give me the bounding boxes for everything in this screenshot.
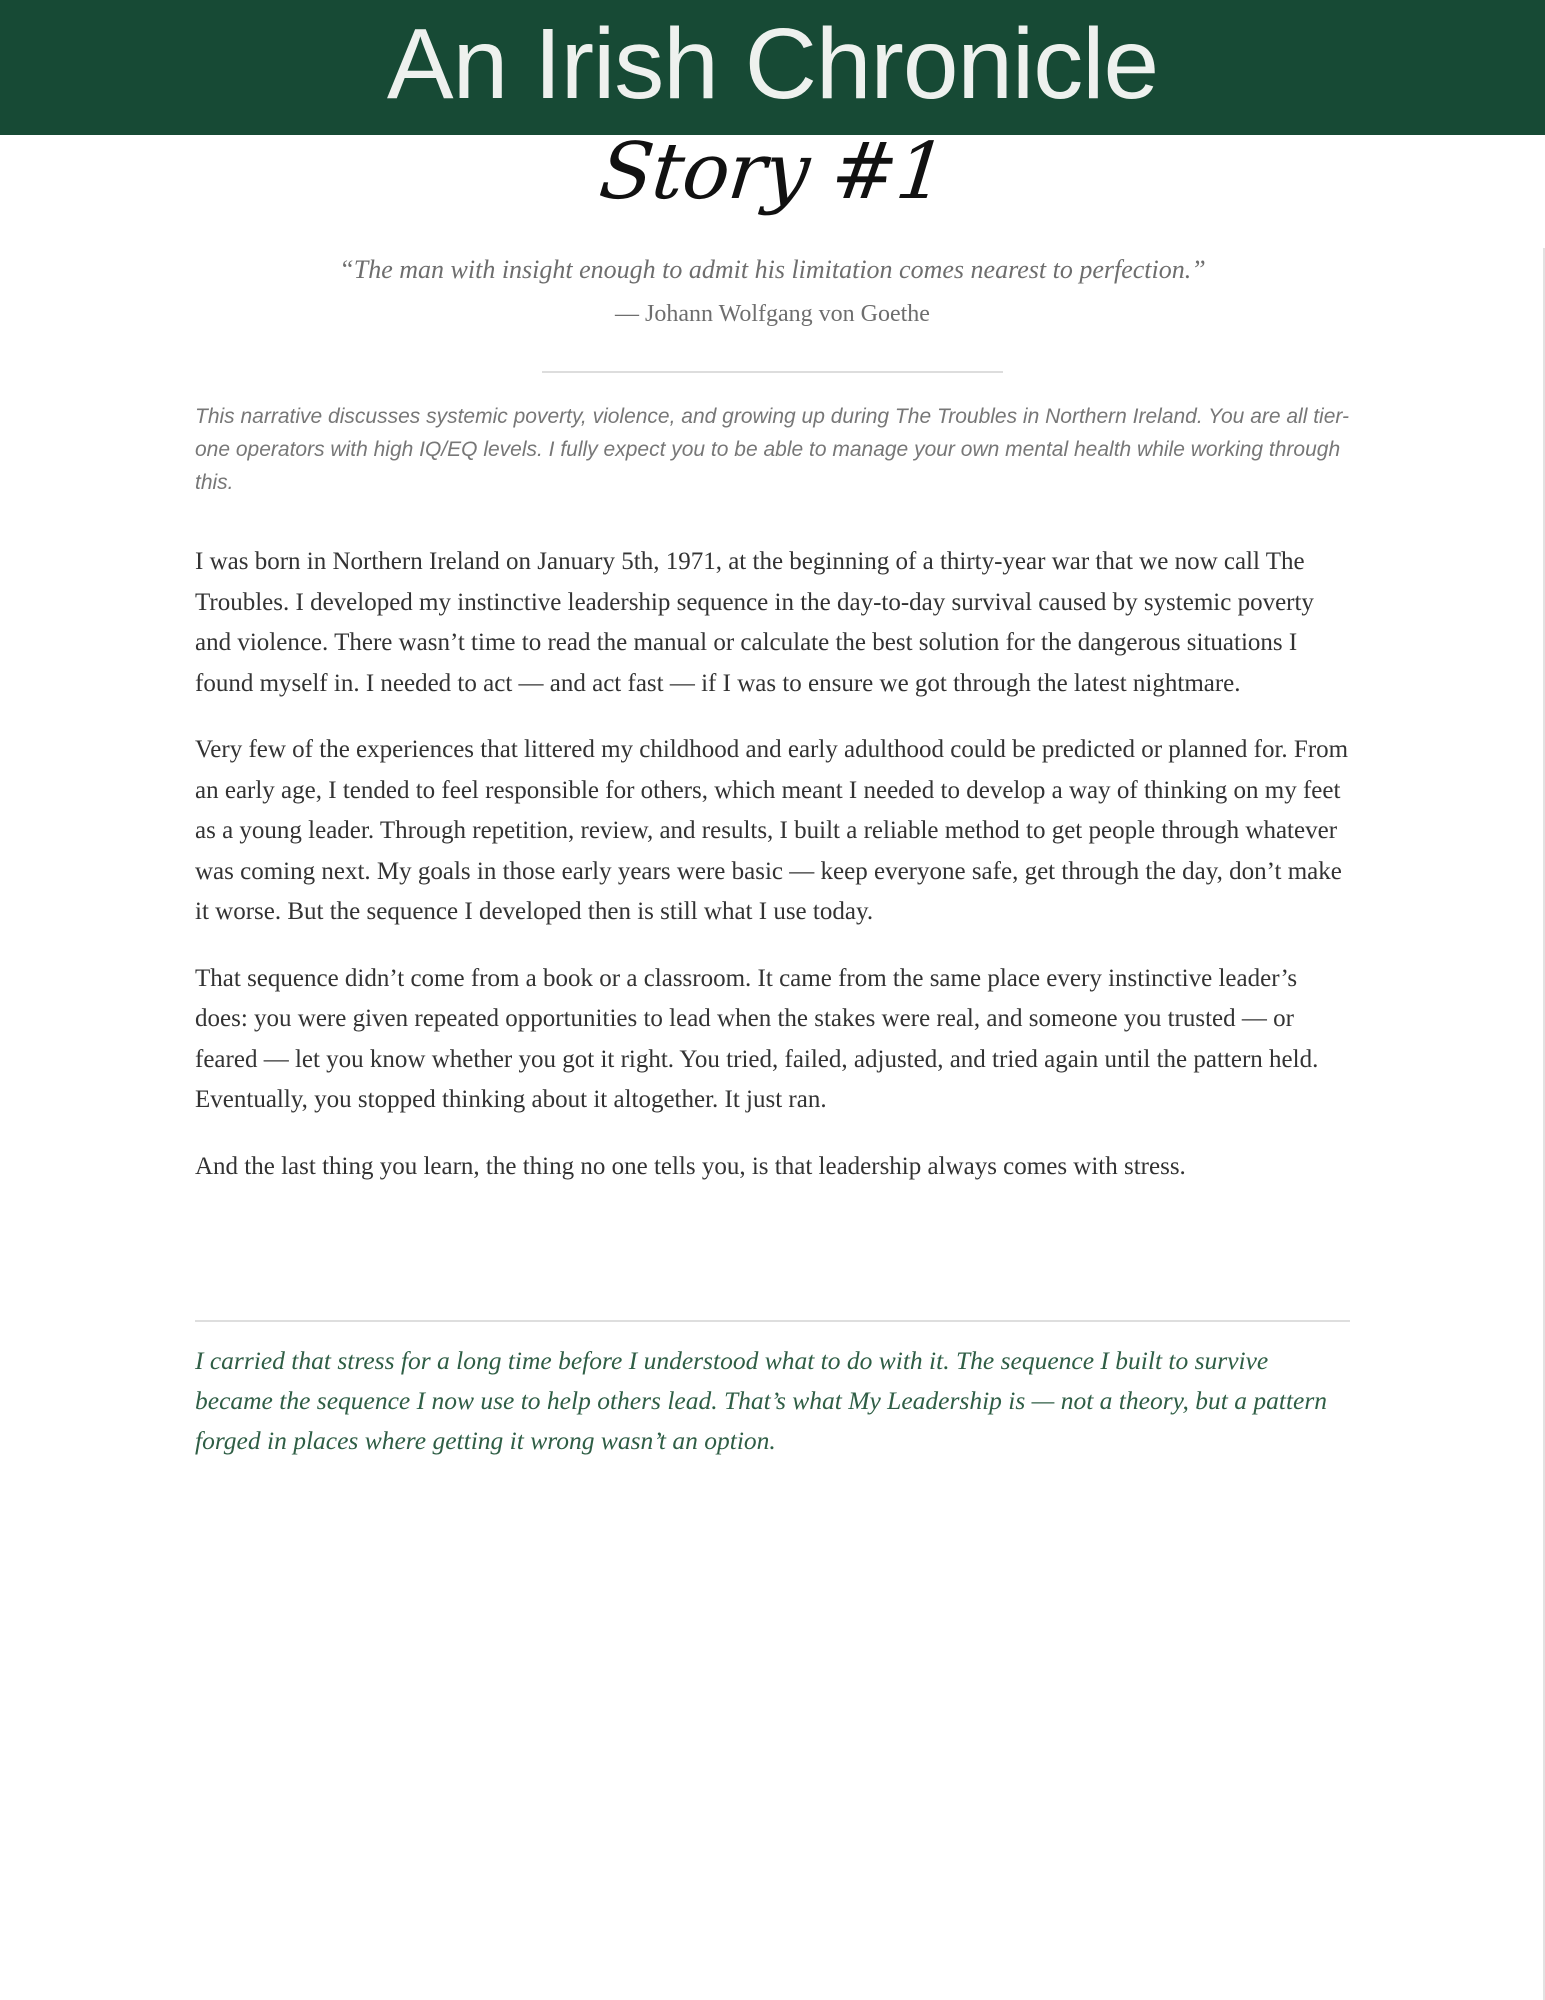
closing-divider <box>195 1320 1350 1322</box>
masthead <box>0 0 1545 135</box>
story-title: Story #1 <box>595 127 950 217</box>
story-body <box>195 542 1350 1213</box>
epigraph <box>0 250 1545 334</box>
body-paragraph: And the last thing you learn, the thing no one tells you, is that leadership always comes with stress. <box>195 1152 1186 1180</box>
epigraph-divider <box>542 371 1003 373</box>
epigraph-quote: “The man with insight enough to admit his limitation comes nearest to perfection.” <box>339 255 1206 284</box>
body-paragraph: I was born in Northern Ireland on January 5th, 1971, at the beginning of a thirty-year war that we now call The Troubles. I developed my instinctive leadership sequence in the day-to-day survival caused by systemic poverty and violence. There wasn’t time to read the manual or calculate the best solution for the dangerous situations I found myself in. I needed to act — and act fast — if I was to ensure we got through the latest nightmare. <box>195 548 1314 697</box>
body-paragraph: That sequence didn’t come from a book or a classroom. It came from the same place every instinctive leader’s does: you were given repeated opportunities to lead when the stakes were real, and someone you trusted — or feared — let you know whether you got it right. You tried, failed, adjusted, and tried again until the pattern held. Eventually, you stopped thinking about it altogether. It just ran. <box>195 964 1319 1113</box>
content-note: This narrative discusses systemic poverty, violence, and growing up during The Troubles in Northern Ireland. You are all tier-one operators with high IQ/EQ levels. I fully expect you to be able to manage your own mental health while working through this. <box>195 405 1350 494</box>
epigraph-attribution: — Johann Wolfgang von Goethe <box>615 301 930 327</box>
masthead-title: An Irish Chronicle <box>386 7 1159 120</box>
body-paragraph: Very few of the experiences that littered my childhood and early adulthood could be predicted or planned for. From an early age, I tended to feel responsible for others, which meant I needed to develop a way of thinking on my feet as a young leader. Through repetition, review, and results, I built a reliable method to get people through whatever was coming next. My goals in those early years were basic — keep everyone safe, get through the day, don’t make it worse. But the sequence I developed then is still what I use today. <box>195 736 1349 925</box>
closing-statement: I carried that stress for a long time before I understood what to do with it. The sequence I built to survive became the sequence I now use to help others lead. That’s what My Leadership is — not a theory, but a pattern forged in places where getting it wrong wasn’t an option. <box>195 1346 1328 1455</box>
